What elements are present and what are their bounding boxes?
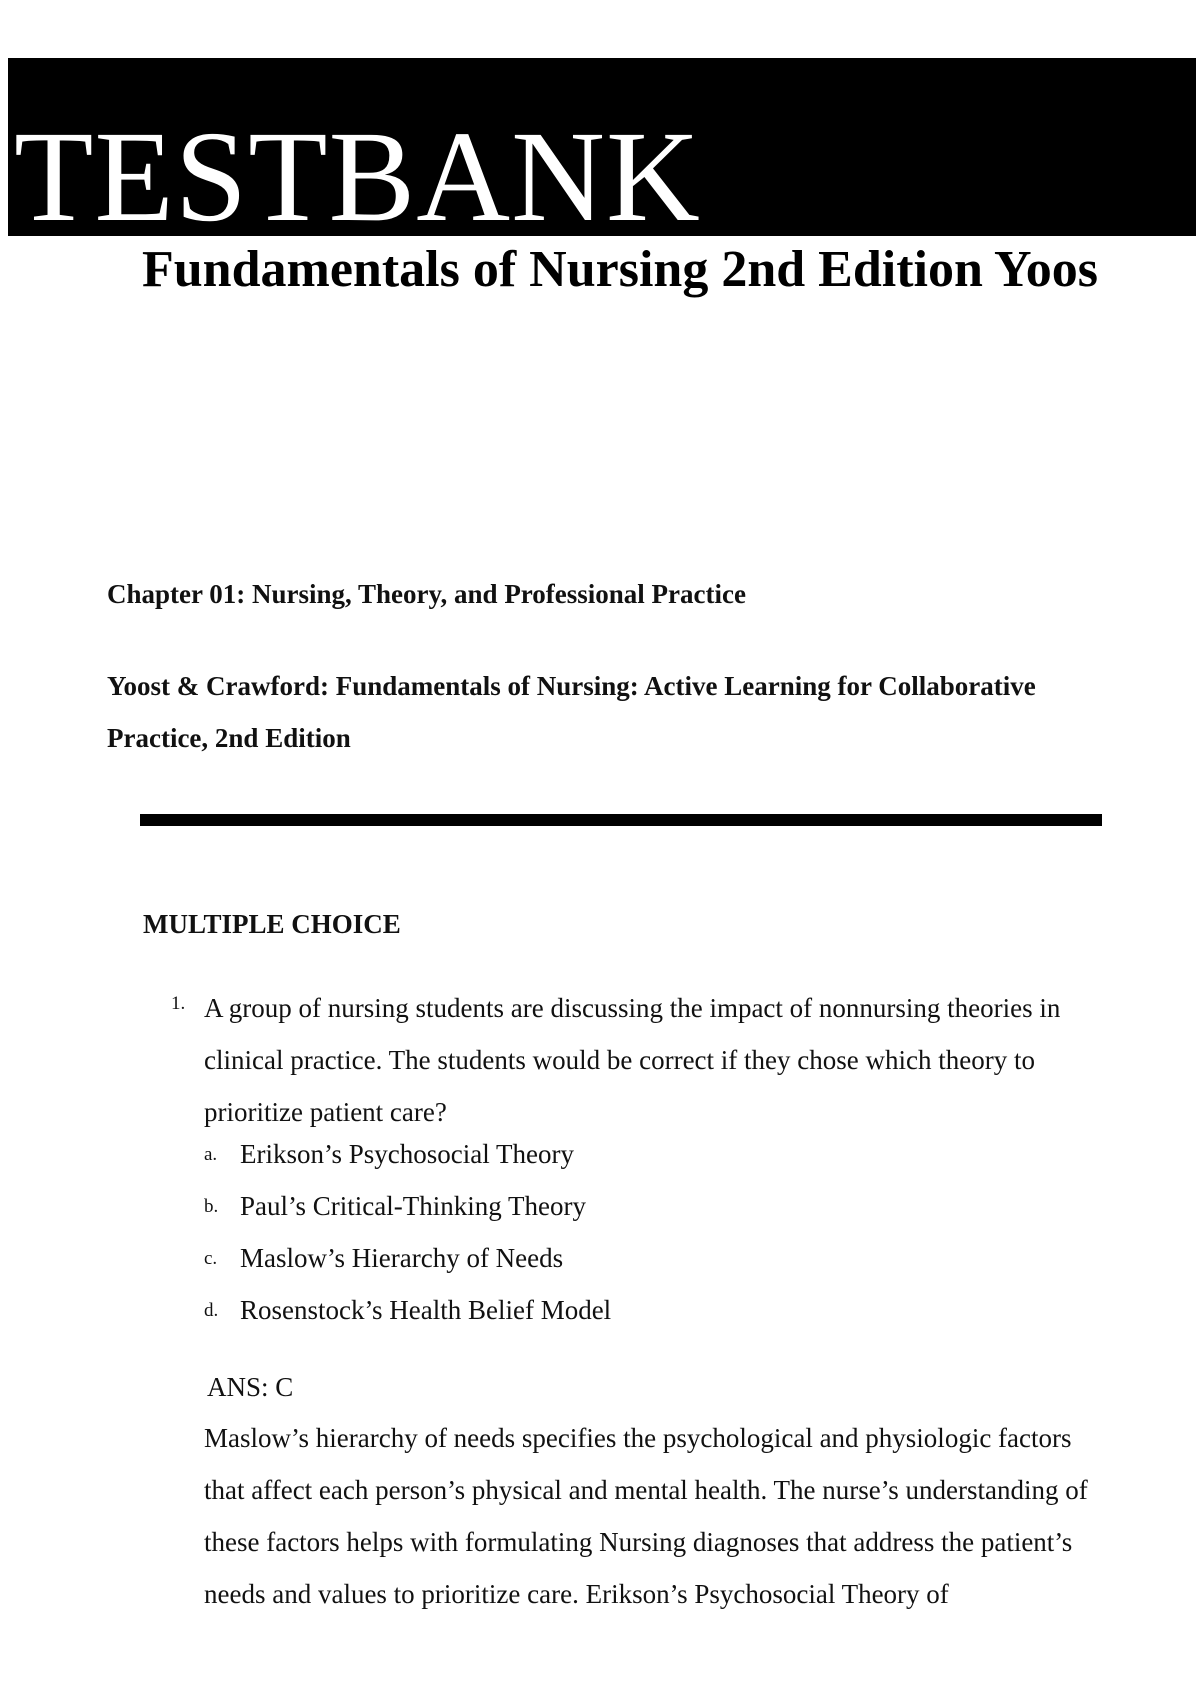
chapter-heading: Chapter 01: Nursing, Theory, and Professional Practice (107, 579, 746, 609)
answer-options (204, 1133, 1084, 1341)
option-letter: d. (204, 1300, 219, 1321)
section-title: MULTIPLE CHOICE (143, 909, 401, 939)
option-text: Erikson’s Psychosocial Theory (240, 1139, 574, 1169)
answer-key: ANS: C (207, 1372, 294, 1402)
option-text: Rosenstock’s Health Belief Model (240, 1295, 612, 1325)
option-text: Maslow’s Hierarchy of Needs (240, 1243, 564, 1273)
banner-title: TESTBANK (14, 105, 701, 236)
horizontal-divider (140, 814, 1102, 826)
option-a (204, 1133, 1084, 1185)
book-title: Fundamentals of Nursing 2nd Edition Yoos (142, 241, 1098, 298)
answer-rationale: Maslow’s hierarchy of needs specifies the psychological and physiologic factors that affect each person’s physical and mental health. The nurse’s understanding of these factors helps with formulating Nursing diagnoses that address the patient’s needs and values to prioritize care. Erikson’s Psychosocial Theory of (204, 1423, 1088, 1609)
question-number: 1. (171, 993, 186, 1014)
option-letter: a. (204, 1144, 218, 1165)
option-c (204, 1237, 1084, 1289)
testbank-banner (8, 58, 1196, 236)
option-letter: b. (204, 1196, 219, 1217)
option-b (204, 1185, 1084, 1237)
question-stem: A group of nursing students are discussing the impact of nonnursing theories in clinical practice. The students would be correct if they chose which theory to prioritize patient care? (204, 993, 1061, 1127)
option-d (204, 1289, 1084, 1341)
source-citation: Yoost & Crawford: Fundamentals of Nursing: Active Learning for Collaborative Practice, 2nd Edition (107, 671, 1036, 753)
option-text: Paul’s Critical-Thinking Theory (240, 1191, 586, 1221)
option-letter: c. (204, 1248, 218, 1269)
